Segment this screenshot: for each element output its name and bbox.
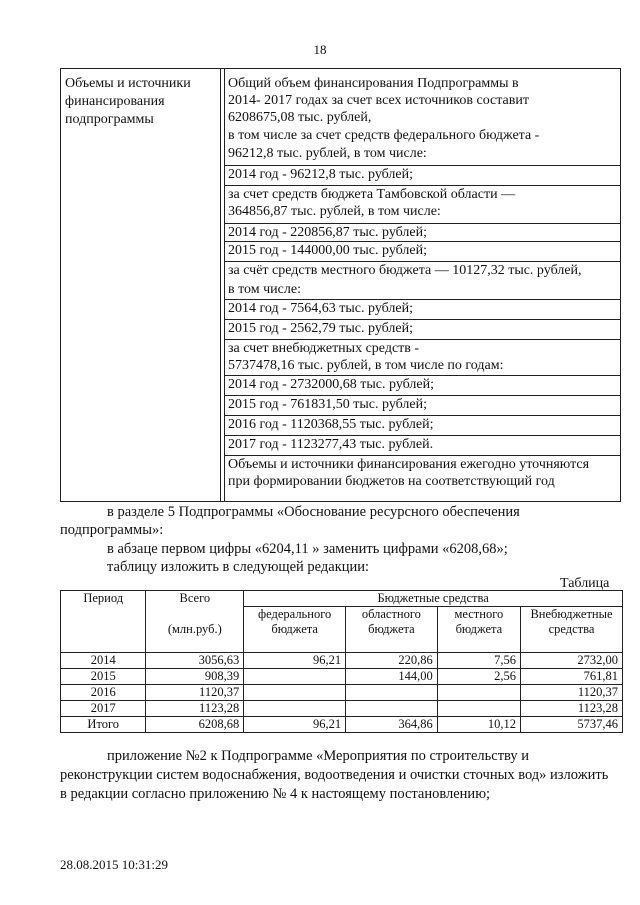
passport-line: при формировании бюджетов на соответствующий год	[228, 474, 555, 489]
footer-timestamp: 28.08.2015 10:31:29	[60, 857, 168, 872]
table-row	[61, 685, 623, 701]
passport-line: 2017 год - 1123277,43 тыс. рублей.	[224, 435, 621, 453]
cell-local	[437, 701, 520, 717]
passport-line: в том числе:	[228, 282, 301, 297]
header-federal: федерального бюджета	[244, 607, 346, 653]
closing-line1: приложение №2 к Подпрограмме «Мероприятия по строительству и	[107, 748, 530, 764]
passport-label: Объемы и источники финансирования подпрограммы	[65, 76, 191, 127]
passport-line: 2014 год - 2732000,68 тыс. рублей;	[224, 375, 621, 393]
cell-total: 3056,63	[146, 653, 244, 669]
passport-line: за счёт средств местного бюджета — 10127,32 тыс. рублей,	[224, 261, 621, 279]
table-row	[61, 717, 623, 733]
table-row	[61, 653, 623, 669]
cell-period: Итого	[61, 717, 146, 733]
passport-line: 2014 год - 220856,87 тыс. рублей;	[224, 223, 621, 241]
passport-line: 2015 год - 2562,79 тыс. рублей;	[224, 319, 621, 337]
cell-total: 1123,28	[146, 701, 244, 717]
cell-extra: 761,81	[521, 669, 623, 685]
cell-total: 908,39	[146, 669, 244, 685]
cell-local	[437, 685, 520, 701]
passport-line: 364856,87 тыс. рублей, в том числе:	[228, 204, 441, 219]
header-extra: Внебюджетные средства	[521, 607, 623, 653]
passport-line: за счет средств бюджета Тамбовской области —	[224, 185, 621, 203]
header-budget-group: Бюджетные средства	[244, 591, 623, 607]
table-row	[61, 669, 623, 685]
closing-line2: реконструкции систем водоснабжения, водоотведения и очистки сточных вод» изложить	[60, 767, 609, 783]
passport-line: Общий объем финансирования Подпрограммы в	[228, 76, 519, 91]
cell-local: 2,56	[437, 669, 520, 685]
passport-line: 96212,8 тыс. рублей, в том числе:	[228, 146, 427, 161]
cell-extra: 2732,00	[521, 653, 623, 669]
paragraph-table-intro: таблицу изложить в следующей редакции:	[107, 559, 370, 575]
cell-federal: 96,21	[244, 653, 346, 669]
cell-extra: 1123,28	[521, 701, 623, 717]
cell-period: 2014	[61, 653, 146, 669]
table-caption: Таблица	[560, 576, 610, 591]
cell-regional: 364,86	[346, 717, 438, 733]
passport-line: 5737478,16 тыс. рублей, в том числе по годам:	[228, 358, 504, 373]
passport-line: 6208675,08 тыс. рублей,	[228, 110, 372, 125]
cell-federal: 96,21	[244, 717, 346, 733]
closing-line3: в редакции согласно приложению № 4 к настоящему постановлению;	[60, 786, 491, 802]
cell-local: 10,12	[437, 717, 520, 733]
paragraph-section-line1: в разделе 5 Подпрограммы «Обоснование ресурсного обеспечения	[107, 504, 520, 520]
column-divider	[220, 69, 221, 501]
passport-table	[60, 68, 621, 502]
cell-federal	[244, 669, 346, 685]
passport-line: Объемы и источники финансирования ежегодно уточняются	[224, 455, 621, 473]
header-period: Период	[61, 591, 146, 653]
passport-line: в том числе за счет средств федерального бюджета -	[228, 128, 540, 143]
budget-rows	[61, 653, 623, 733]
passport-line: 2015 год - 144000,00 тыс. рублей;	[224, 241, 621, 259]
header-total	[146, 591, 244, 653]
header-total-unit: (млн.руб.)	[167, 622, 222, 636]
cell-total: 1120,37	[146, 685, 244, 701]
passport-line: за счет внебюджетных средств -	[224, 339, 621, 357]
cell-federal	[244, 701, 346, 717]
cell-regional: 220,86	[346, 653, 438, 669]
cell-regional	[346, 701, 438, 717]
paragraph-section-line2: подпрограммы»:	[60, 522, 164, 538]
cell-total: 6208,68	[146, 717, 244, 733]
header-total-label: Всего	[179, 591, 211, 605]
header-local: местного бюджета	[437, 607, 520, 653]
passport-line: 2016 год - 1120368,55 тыс. рублей;	[224, 415, 621, 433]
table-row	[61, 701, 623, 717]
cell-regional	[346, 685, 438, 701]
cell-extra: 1120,37	[521, 685, 623, 701]
cell-extra: 5737,46	[521, 717, 623, 733]
paragraph-replace-numbers: в абзаце первом цифры «6204,11 » заменить цифрами «6208,68»;	[107, 541, 508, 557]
passport-line: 2014 год - 7564,63 тыс. рублей;	[224, 299, 621, 317]
cell-regional: 144,00	[346, 669, 438, 685]
header-regional: областного бюджета	[346, 607, 438, 653]
cell-period: 2015	[61, 669, 146, 685]
passport-line: 2014 год - 96212,8 тыс. рублей;	[224, 165, 621, 183]
budget-table	[60, 590, 623, 733]
cell-federal	[244, 685, 346, 701]
passport-line: 2015 год - 761831,50 тыс. рублей;	[224, 395, 621, 413]
page-number: 18	[313, 42, 327, 57]
cell-period: 2017	[61, 701, 146, 717]
passport-line: 2014- 2017 годах за счет всех источников составит	[228, 93, 529, 108]
cell-period: 2016	[61, 685, 146, 701]
cell-local: 7,56	[437, 653, 520, 669]
